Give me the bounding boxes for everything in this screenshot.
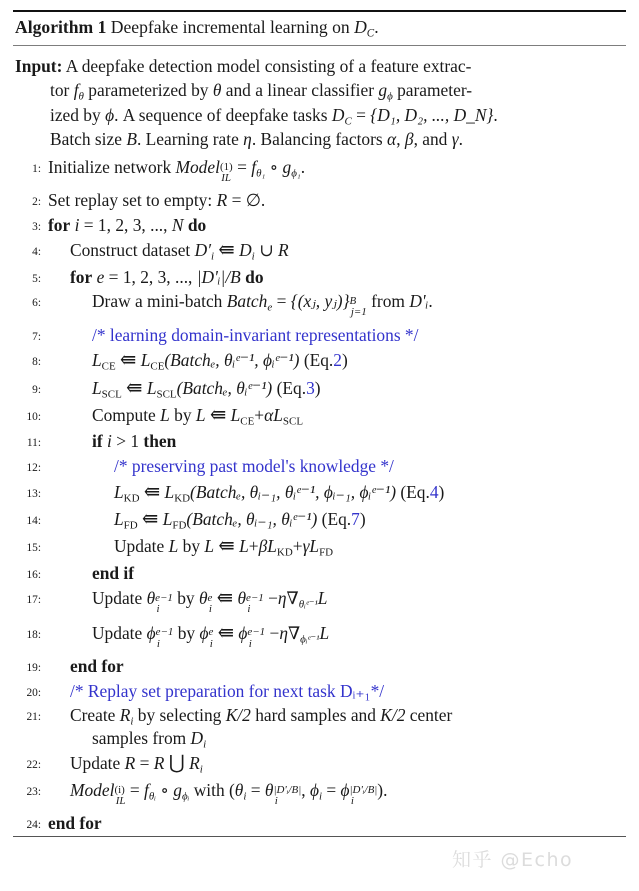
eq-ref-2[interactable]: 2	[333, 350, 342, 371]
line-content: Draw a mini-batch Batch$_e$ = {(xⱼ, yⱼ)} B j=1 from D'ᵢ.	[92, 291, 433, 319]
algo-line-20	[13, 679, 626, 704]
line-number: 13:	[26, 487, 41, 500]
input-line-3: ized by ϕ. A sequence of deepfake tasks $D_C = \{D_1$, D₂, ..., D_N}.	[50, 104, 498, 128]
algo-line-19	[13, 654, 626, 679]
line-content: Update ϕ e−1 i by ϕ e i ⇚ ϕ e−1 i $-\eta\nabla_{\phi ᵢᵉ^{-1}}L$	[92, 622, 330, 650]
line-content: Update θ e−1 i by θ e i ⇚ θ e−1 i $-\eta\nabla_{\theta ᵢᵉ^{-1}}L$	[92, 588, 328, 616]
line-content: Set replay set to empty: R = ∅.	[48, 190, 266, 211]
algo-line-11	[13, 429, 626, 454]
line-content: for e = 1, 2, 3, ..., |D'ᵢ|/B do	[70, 266, 264, 287]
line-number: 14:	[26, 514, 41, 527]
input-line-2: tor $f_\theta$ parameterized by θ and a linear classifier $g_\phi$ parameter-	[50, 80, 473, 103]
line-number: 6:	[32, 297, 41, 310]
algo-line-23	[13, 778, 626, 811]
input-line-4: Batch size B. Learning rate η. Balancing factors α, β, and γ.	[50, 129, 463, 150]
algo-line-21	[13, 703, 626, 750]
algo-line-9	[13, 375, 626, 402]
eq-ref-7[interactable]: 7	[351, 508, 360, 529]
line-content: $L_{KD}$ ⇚ $L_{KD}(Batch_e$, θᵢ₋₁, θᵢᵉ⁻¹, ϕᵢ₋₁, ϕᵢᵉ⁻¹) (Eq.4)	[114, 481, 445, 504]
line-number: 10:	[26, 411, 41, 424]
algo-line-4	[13, 237, 626, 264]
line-number: 1:	[32, 162, 41, 175]
algo-line-18	[13, 620, 626, 654]
algorithm-number: 1	[97, 17, 107, 37]
line-content: Create $R_i$ by selecting K/2 hard samples and K/2 center samples from $D_i$	[70, 705, 453, 751]
algo-line-6	[13, 289, 626, 322]
line-number: 12:	[26, 461, 41, 474]
line-number: 17:	[26, 594, 41, 607]
algo-line-2	[13, 188, 626, 213]
algo-line-13	[13, 479, 626, 506]
algo-line-10	[13, 402, 626, 429]
line-number: 20:	[26, 686, 41, 699]
algo-line-17	[13, 585, 626, 619]
algorithm-title-symbol: $D_C$	[354, 17, 375, 40]
line-number: 5:	[32, 272, 41, 285]
algo-line-24	[13, 811, 626, 836]
line-comment: /* learning domain-invariant representations */	[92, 324, 419, 345]
line-content: end if	[92, 562, 135, 583]
line-number: 23:	[26, 785, 41, 798]
line-number: 7:	[32, 330, 41, 343]
line-number: 9:	[32, 383, 41, 396]
algo-line-12	[13, 454, 626, 479]
line-number: 11:	[26, 437, 41, 450]
algo-line-16	[13, 561, 626, 586]
algorithm-title	[13, 12, 626, 45]
rule-bottom	[13, 836, 626, 837]
line-number: 16:	[26, 568, 41, 581]
line-content: $L_{CE}$ ⇚ $L_{CE}(Batch_e$, θᵢᵉ⁻¹, ϕᵢᵉ⁻¹) (Eq.2)	[92, 350, 348, 373]
line-content: $L_{SCL}$ ⇚ $L_{SCL}(Batch_e$, θᵢᵉ⁻¹) (Eq.3)	[92, 377, 321, 400]
algorithm-title-text: Deepfake incremental learning on	[110, 17, 350, 37]
line-content: if i > 1 then	[92, 431, 177, 452]
algorithm-body	[13, 46, 626, 836]
line-number: 8:	[32, 356, 41, 369]
algo-line-14	[13, 506, 626, 533]
algo-line-3	[13, 213, 626, 238]
line-content: Construct dataset $D'_i$ ⇚ $D_i$ ∪ R	[70, 240, 289, 263]
algo-line-7	[13, 323, 626, 348]
line-number: 21:	[26, 711, 41, 724]
line-comment: /* Replay set preparation for next task Dᵢ₊₁*/	[70, 680, 385, 701]
eq-ref-3[interactable]: 3	[306, 377, 315, 398]
line-content: end for	[70, 655, 124, 676]
algo-line-15	[13, 533, 626, 560]
line-number: 24:	[26, 819, 41, 832]
line-number: 22:	[26, 759, 41, 772]
line-content: Update R = R ⋃ $R_i$	[70, 753, 203, 776]
algorithm-keyword: Algorithm	[15, 17, 94, 37]
line-content: Update L by L ⇚ $L+\beta L_{KD}+\gamma L_{FD}$	[114, 536, 334, 559]
input-section	[13, 52, 620, 155]
algorithm-block	[13, 10, 626, 837]
line-content: Compute L by L ⇚ $L_{CE}+\alpha L_{SCL}$	[92, 405, 304, 428]
line-content: for i = 1, 2, 3, ..., N do	[48, 214, 207, 235]
line-number: 18:	[26, 628, 41, 641]
line-number: 19:	[26, 661, 41, 674]
input-line-1: A deepfake detection model consisting of a feature extrac-	[65, 55, 472, 76]
watermark: 知乎 @Echo	[452, 849, 574, 871]
line-content: end for	[48, 813, 102, 834]
algo-line-1	[13, 155, 626, 188]
algorithm-title-period: .	[374, 17, 379, 37]
algo-line-22	[13, 750, 626, 777]
line-content: $L_{FD}$ ⇚ $L_{FD}(Batch_e$, θᵢ₋₁, θᵢᵉ⁻¹) (Eq.7)	[114, 508, 366, 532]
line-number: 2:	[32, 196, 41, 209]
line-number: 4:	[32, 246, 41, 259]
algo-line-5	[13, 265, 626, 290]
eq-ref-4[interactable]: 4	[429, 481, 439, 502]
line-content: Initialize network Model (1) IL = $f_{\theta_1}$ ∘ $g_{\phi_1}$.	[48, 156, 306, 184]
input-label: Input:	[15, 55, 63, 76]
line-content: Model (i) IL = $f_{\theta ᵢ}$ ∘ $g_{\phi ᵢ}$ with ($\theta_i = \theta$ |D'ᵢ/B| i , $\phi_i = \phi$ |D'ᵢ/B| i ).	[70, 779, 388, 807]
algo-line-8	[13, 347, 626, 374]
line-comment: /* preserving past model's knowledge */	[114, 455, 394, 476]
line-number: 15:	[26, 542, 41, 555]
line-number: 3:	[32, 220, 41, 233]
